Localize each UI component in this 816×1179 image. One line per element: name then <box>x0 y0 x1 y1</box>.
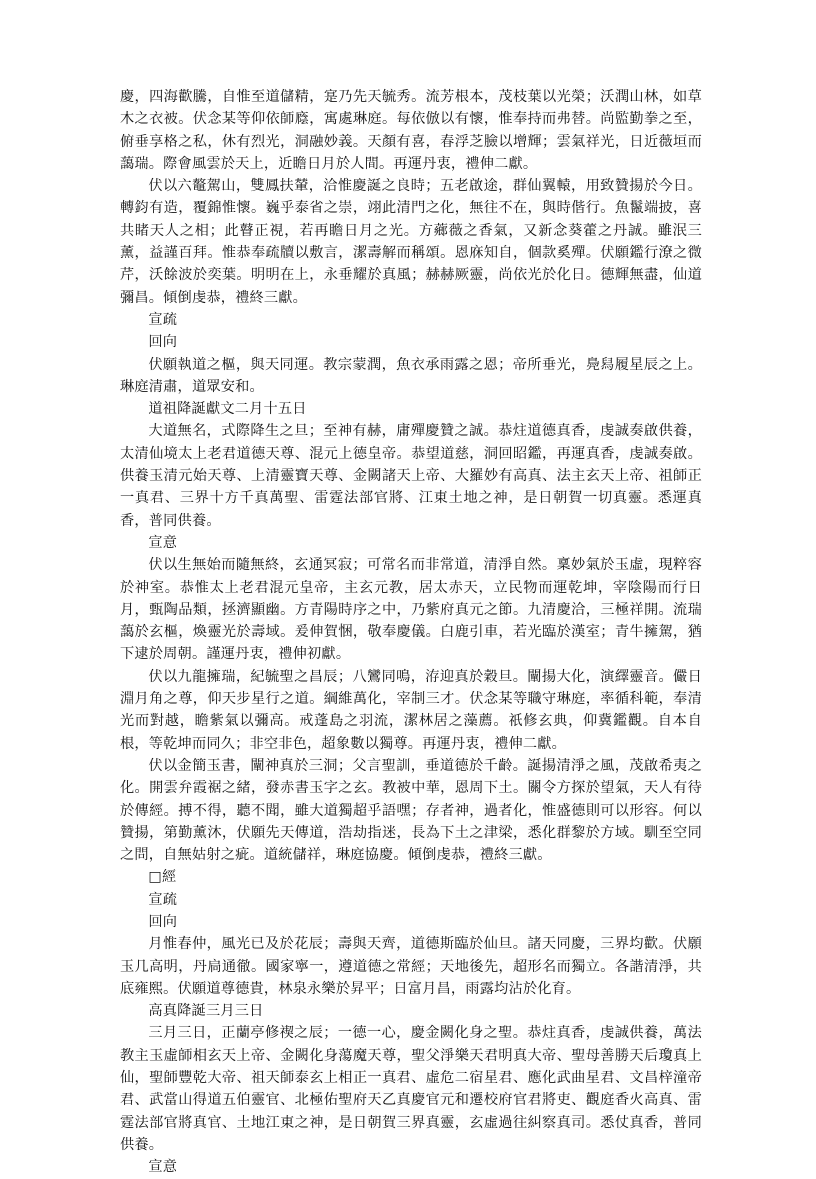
paragraph-first-offering: 伏以生無始而隨無終，玄通冥寂；可常名而非常道，清淨自然。稟妙氣於玉虛，現粹容於神室。恭惟太上老君混元皇帝，主玄元教，居太赤天，立民物而運乾坤，宰陰陽而行日月，甄陶品類，拯濟顯幽。方青陽時序之中，乃紫府真元之節。九清慶洽，三極祥開。流瑞藹於玄樞，煥靈光於壽域。爰伸賀悃，敬奉慶儀。白鹿引車，若光臨於漢室；青牛擁駕，猶下逮於周朝。謹運丹衷，禮伸初獻。 <box>120 557 702 663</box>
document-page <box>120 86 702 1179</box>
heading-gaozhen-birthday: 高真降誕三月三日 <box>148 1003 264 1020</box>
paragraph-invocation-2: 三月三日，正蘭亭修禊之辰；一德一心，慶金闕化身之聖。恭炷真香，虔誠供養，萬法教主玉虛師相玄天上帝、金闕化身蕩魔天尊，聖父淨樂天君明真大帝、聖母善勝天后瓊真上仙，聖師豐乾大帝、祖天師泰玄上相正一真君、虛危二宿星君、應化武曲星君、文昌梓潼帝君、武當山得道五伯靈官、北極佑聖府天乙真慶官元和遷校府官君將吏、觀庭香火高真、雷霆法部官將真官、土地江東之神，是日朝賀三界真靈，玄虛過往糾察真司。悉仗真香，普同供養。 <box>120 1025 702 1153</box>
paragraph-dedication-2: 月惟春仲，風光已及於花辰；壽與天齊，道德斯臨於仙旦。諸天同慶，三界均歡。伏願玉几高明，丹扃通徹。國家寧一，遵道德之常經；天地後先，超形名而獨立。各諧清淨，共底雍熙。伏願道尊德貴，林泉永樂於昇平；日富月昌，雨露均沾於化育。 <box>120 936 702 997</box>
paragraph-second-offering: 伏以九龍擁瑞，紀毓聖之昌辰；八鸞同鳴，洊迎真於穀旦。闡揚大化，演繹靈音。儼日淵月角之尊，仰天步星行之道。綱維萬化，宰制三才。伏念某等職守琳庭，率循科範，奉清光而對越，瞻紫氣以彌高。戒蓬島之羽流，潔林居之藻薦。祇修玄典，仰冀鑑觀。自本自根，等乾坤而同久；非空非色，超象數以獨尊。再運丹衷，禮伸二獻。 <box>120 668 702 752</box>
paragraph-final-offering: 伏以金簡玉書，闡神真於三洞；父言聖訓，垂道德於千齡。誕揚清淨之風，茂啟希夷之化。開雲弁霞裾之緒，發赤書玉字之玄。教被中華，恩周下土。關令方探於望氣，天人有待於傳經。搏不得，聽不聞，雖大道獨超乎語嘿；存者神，過者化，惟盛德則可以形容。何以贊揚，第勤薰沐，伏願先天傳道，浩劫指迷，長為下土之津梁，悉化群黎於方域。馴至空同之問，自無姑射之疵。道統儲祥，琳庭協慶。傾倒虔恭，禮終三獻。 <box>120 757 702 864</box>
paragraph-invocation: 大道無名，式際降生之旦；至神有赫，庸殫慶贊之誠。恭炷道德真香，虔誠奏啟供養，太清仙境太上老君道德天尊、混元上德皇帝。恭望道慈，洞回昭鑑，再運真香，虔誠奏啟。供養玉清元始天尊、上清靈寶天尊、金闕諸天上帝、大羅妙有高真、法主玄天上帝、祖師正一真君、三界十方千真萬聖、雷霆法部官將、江東土地之神，是日朝賀一切真靈。悉運真香，普同供養。 <box>120 423 702 529</box>
heading-xuan-shu-2: 宣疏 <box>148 891 178 908</box>
heading-hui-xiang-2: 回向 <box>148 913 178 930</box>
heading-xuan-shu: 宣疏 <box>148 311 178 328</box>
heading-daozu-birthday: 道祖降誕獻文二月十五日 <box>148 401 307 418</box>
heading-hui-xiang: 回向 <box>148 334 178 351</box>
paragraph-continuation: 慶，四海歡騰，自惟至道儲精，寔乃先天毓秀。流芳根本，茂枝葉以光榮；沃潤山林，如草木之衣被。伏念某等仰依師廕，寓處琳庭。每依倣以有懷，惟奉持而弗替。尚監勤拳之至，俯垂享格之私，休有烈光，洞融妙義。天顏有喜，春浮芝臉以增輝；雲氣祥光，日近薇垣而藹瑞。際會風雲於天上，近瞻日月於人間。再運丹衷，禮伸二獻。 <box>120 89 702 172</box>
heading-xuan-yi: 宣意 <box>148 534 178 551</box>
heading-xuan-yi-2: 宣意 <box>148 1159 178 1176</box>
paragraph-dedication: 伏願執道之樞，與天同運。教宗蒙潤，魚衣承雨露之恩；帝所垂光，鳧舄履星辰之上。琳庭清肅，道眾安和。 <box>120 356 702 395</box>
heading-jing: □經 <box>148 869 177 886</box>
paragraph-third-offering: 伏以六鼇駕山，雙鳳扶輦，洽惟慶誕之良時；五老啟途，群仙翼轅，用致贊揚於今日。轉鈞有造，覆錦惟懷。巍乎泰省之崇，翊此清門之化，無往不在，與時偕行。魚鬣端披，喜共睹天人之相；此瞽正視，若再瞻日月之光。方薌薇之香氣，又新念葵藿之丹誠。雖泯三薰，益謹百拜。惟恭奉疏牘以敷言，潔壽解而稱頌。恩庥知自，個款奚殫。伏願鑑行潦之微芹，沃餘波於奕葉。明明在上，永垂耀於真風；赫赫厥靈，尚依光於化日。德輝無盡，仙道彌昌。傾倒虔恭，禮終三獻。 <box>120 178 702 306</box>
